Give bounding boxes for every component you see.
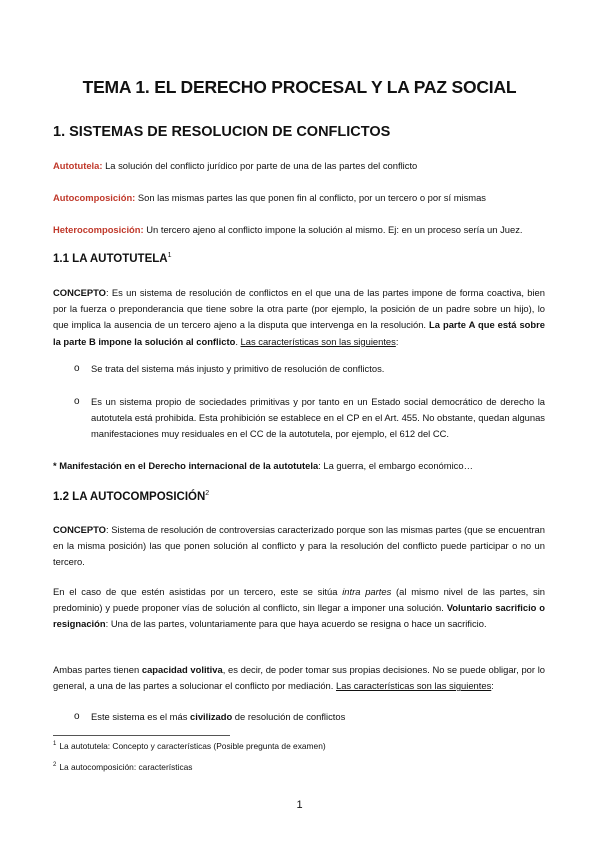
definition-autotutela xyxy=(53,158,545,174)
definition-autocomposicion xyxy=(53,190,545,206)
note-bold-label: * Manifestación en el Derecho internacional de la autotutela xyxy=(53,460,319,471)
bold-term: civilizado xyxy=(190,711,233,722)
autocomposicion-bullet-1 xyxy=(91,709,545,725)
paragraph-text: : Una de las partes, voluntariamente para que haya acuerdo se resigna o hace un sacrificio. xyxy=(105,618,487,630)
footnote-number: 1 xyxy=(53,741,57,747)
characteristics-underlined: Las características son las siguientes xyxy=(240,335,396,347)
footnote-ref: 1 xyxy=(167,252,172,259)
note-text: : La guerra, el embargo económico… xyxy=(318,460,473,471)
definition-text: Un tercero ajeno al conflicto impone la solución al mismo. Ej: en un proceso sería un Juez. xyxy=(143,224,523,235)
section-heading-sistemas: 1. SISTEMAS DE RESOLUCION DE CONFLICTOS xyxy=(53,124,391,140)
paragraph-text: , es decir, de poder tomar sus propias decisiones. No se puede obligar, por lo general, a una de las partes a solucionar el conflicto por mediación. xyxy=(53,664,545,692)
paragraph-text: En el caso de que estén asistidas por un tercero, este se sitúa xyxy=(53,586,343,597)
concept-bold-text: La parte A que está sobre la parte B impone la solución al conflicto xyxy=(53,319,545,347)
autotutela-concept-paragraph xyxy=(53,285,545,350)
document-title: TEMA 1. EL DERECHO PROCESAL Y LA PAZ SOCIAL xyxy=(82,77,517,97)
term-autocomposicion: Autocomposición: xyxy=(53,192,136,203)
term-heterocomposicion: Heterocomposición: xyxy=(53,224,144,235)
autocomposicion-concept-paragraph xyxy=(53,522,545,571)
bold-term: Voluntario sacrificio o resignación xyxy=(53,602,545,630)
definition-text: Son las mismas partes las que ponen fin al conflicto, por un tercero o por sí mismas xyxy=(135,192,486,203)
autotutela-bullet-2: Es un sistema propio de sociedades primitivas y por tanto en un Estado social democrático de derecho la autotutela está prohibida. Esta prohibición se establece en el CP en el Art. 455. No obstante, quedan algunas manifestaciones muy residuales en el CC de la autotutela, por ejemplo, el 612 del CC. xyxy=(91,396,545,440)
definition-heterocomposicion xyxy=(53,222,545,238)
colon: : xyxy=(395,335,399,347)
term-autotutela: Autotutela: xyxy=(53,160,103,171)
heading-text: 1.1 LA AUTOTUTELA xyxy=(53,253,168,265)
autotutela-international-note xyxy=(53,458,545,474)
footnote-text: La autotutela: Concepto y características (Posible pregunta de examen) xyxy=(59,741,326,751)
bullet-marker: o xyxy=(74,396,80,407)
concept-text: : Sistema de resolución de controversias caracterizado porque son las mismas partes (que se encuentran en la misma posición) las que ponen solución al conflicto y para la resolución del conflicto puede participar o no un tercero. xyxy=(53,524,545,568)
footnote-number: 2 xyxy=(53,762,57,768)
italic-term: intra partes xyxy=(342,586,392,597)
paragraph-text: Ambas partes tienen xyxy=(53,664,142,675)
heading-text: 1.2 LA AUTOCOMPOSICIÓN xyxy=(53,491,206,503)
definition-text: La solución del conflicto jurídico por parte de una de las partes del conflicto xyxy=(102,160,418,171)
footnote-ref: 2 xyxy=(205,490,210,497)
bullet-marker: o xyxy=(74,711,80,722)
bullet-text: Este sistema es el más xyxy=(91,711,190,722)
footnote-2 xyxy=(53,762,192,772)
footnote-1 xyxy=(53,741,326,751)
subsection-heading-autotutela xyxy=(53,252,172,265)
concept-text: : Es un sistema de resolución de conflictos en el que una de las partes impone de forma coactiva, bien por la fuerza o preponderancia que tiene sobre la otra parte (por ejemplo, la posición de un padre sobre un hijo), lo que implica la ausencia de un tercero ajeno a la disputa que intervenga en la resolución. xyxy=(53,287,545,331)
colon: : xyxy=(491,680,494,692)
bullet-text: de resolución de conflictos xyxy=(232,711,346,722)
paragraph-text: (al mismo nivel de las partes, sin predominio) y puede proponer vías de solución al conflicto, sin llegar a imponer una solución. xyxy=(53,586,545,614)
autotutela-bullet-1: Se trata del sistema más injusto y primitivo de resolución de conflictos. xyxy=(91,363,385,374)
concept-label: CONCEPTO xyxy=(53,524,106,535)
concept-label: CONCEPTO xyxy=(53,287,106,298)
bullet-marker: o xyxy=(74,363,80,374)
subsection-heading-autocomposicion xyxy=(53,490,209,503)
separator: . xyxy=(235,335,241,347)
page-number: 1 xyxy=(296,799,303,811)
bold-term: capacidad volitiva xyxy=(141,664,223,675)
characteristics-underlined: Las características son las siguientes xyxy=(335,680,492,692)
footnote-divider xyxy=(53,735,230,736)
footnote-text: La autocomposición: características xyxy=(59,762,193,772)
autocomposicion-volition-paragraph xyxy=(53,662,545,694)
autocomposicion-third-party-paragraph xyxy=(53,584,545,633)
